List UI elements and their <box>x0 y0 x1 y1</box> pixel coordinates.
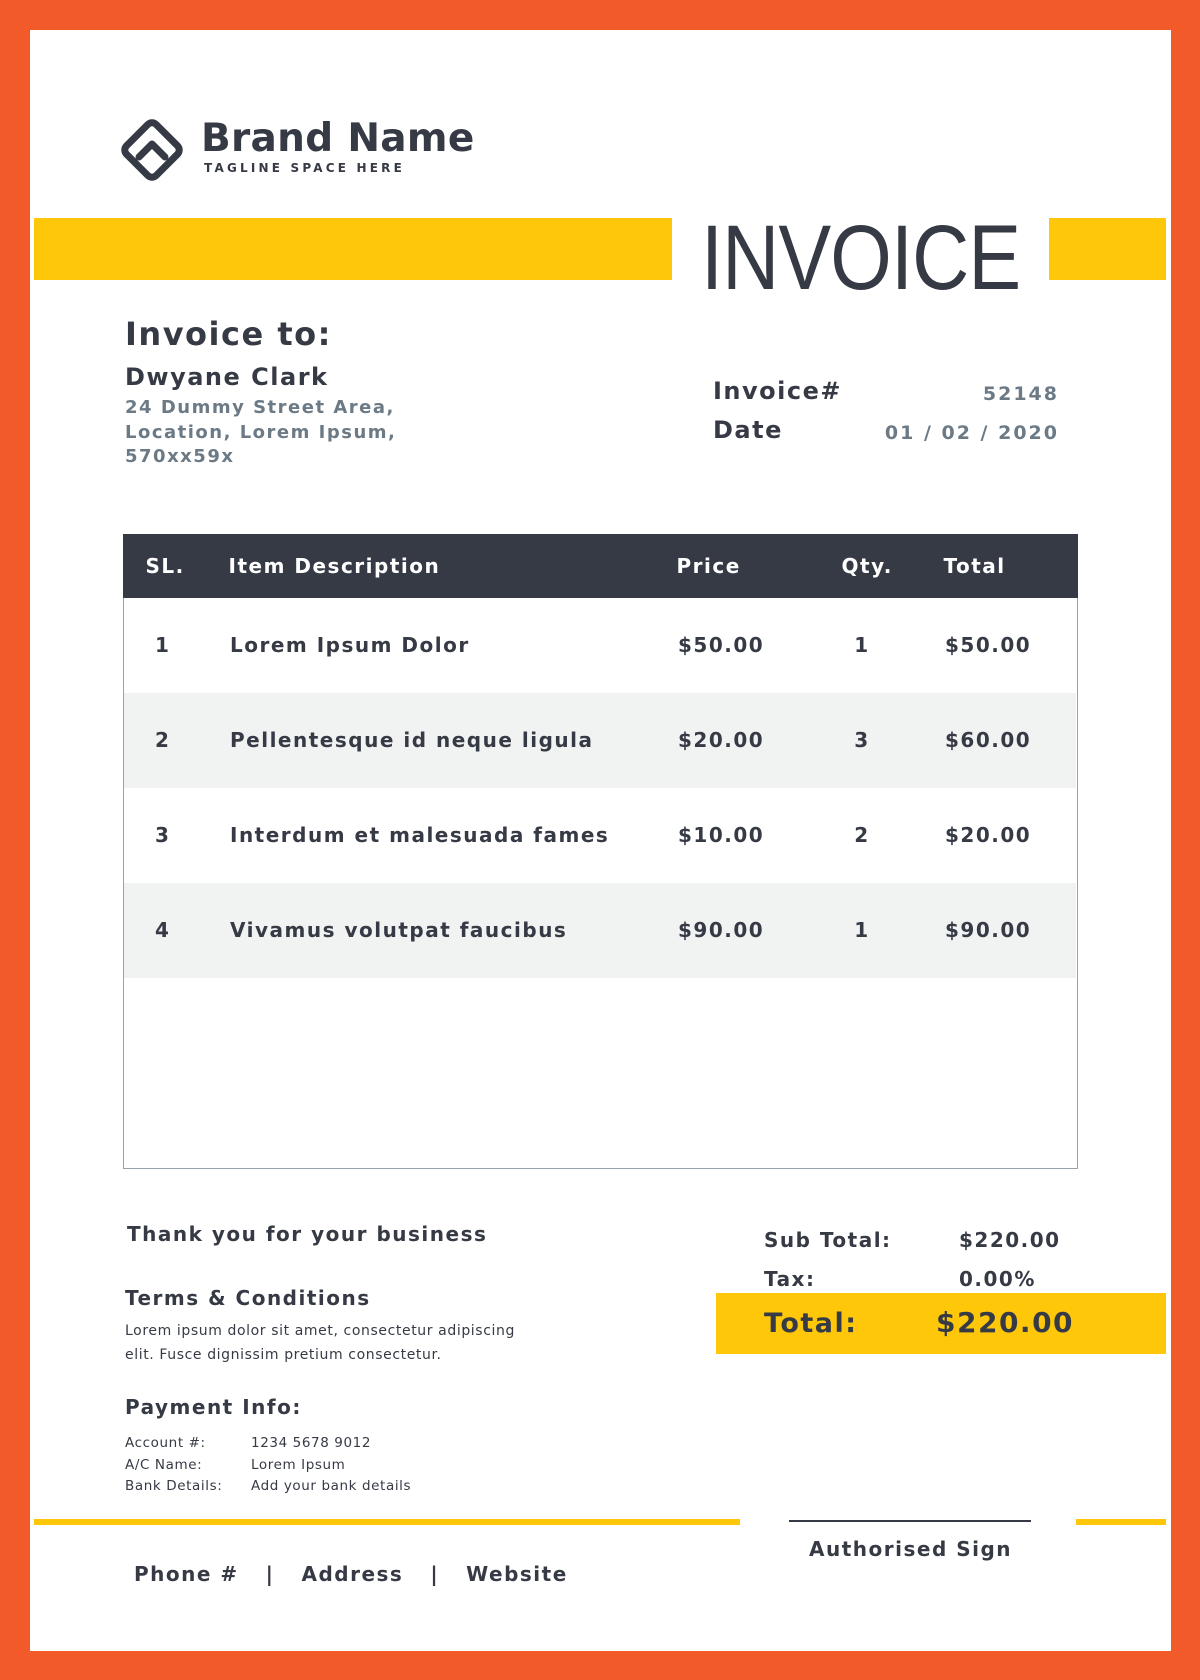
tax-value: 0.00% <box>959 1267 1036 1291</box>
subtotal-value: $220.00 <box>959 1228 1061 1252</box>
footer-website: Website <box>466 1562 568 1586</box>
client-name: Dwyane Clark <box>125 363 329 391</box>
cell-description: Vivamus volutpat faucibus <box>230 917 568 942</box>
table-row <box>124 883 1076 978</box>
column-header-qty: Qty. <box>841 553 893 578</box>
footer-address: Address <box>301 1562 404 1586</box>
footer-contacts <box>134 1562 568 1586</box>
column-header-total: Total <box>943 553 1006 578</box>
cell-qty: 1 <box>854 917 870 942</box>
invoice-number-label: Invoice# <box>713 377 842 405</box>
cell-qty: 2 <box>854 822 870 847</box>
terms-line: elit. Fusce dignissim pretium consectetur. <box>125 1346 442 1363</box>
footer-phone: Phone # <box>134 1562 239 1586</box>
column-header-description: Item Description <box>228 553 441 578</box>
brand-logo-icon <box>116 114 188 186</box>
signature-label: Authorised Sign <box>809 1537 1013 1561</box>
payment-value: 1234 5678 9012 <box>251 1435 372 1451</box>
cell-sl: 1 <box>155 632 171 657</box>
table-header <box>123 534 1078 598</box>
date-value: 01 / 02 / 2020 <box>884 422 1059 444</box>
total-value: $220.00 <box>936 1306 1075 1339</box>
cell-description: Interdum et malesuada fames <box>230 822 610 847</box>
cell-price: $90.00 <box>678 917 765 942</box>
cell-price: $50.00 <box>678 632 765 657</box>
footer-accent-line-right <box>1076 1519 1166 1525</box>
brand-name: Brand Name <box>201 116 475 161</box>
brand-tagline: TAGLINE SPACE HERE <box>204 161 406 175</box>
payment-info-title: Payment Info: <box>125 1395 302 1419</box>
tax-label: Tax: <box>764 1267 816 1291</box>
cell-total: $90.00 <box>945 917 1032 942</box>
payment-value: Lorem Ipsum <box>251 1456 346 1473</box>
invoice-sheet <box>30 30 1171 1651</box>
terms-text <box>125 1320 515 1367</box>
payment-key: Account #: <box>125 1435 206 1451</box>
cell-total: $50.00 <box>945 632 1032 657</box>
payment-value: Add your bank details <box>251 1478 412 1494</box>
table-row <box>124 693 1076 788</box>
cell-description: Pellentesque id neque ligula <box>230 727 594 752</box>
cell-qty: 1 <box>854 632 870 657</box>
client-address-line: 24 Dummy Street Area, <box>125 397 395 418</box>
signature-line <box>789 1520 1031 1522</box>
invoice-to-label: Invoice to: <box>125 315 332 353</box>
client-address-line: Location, Lorem Ipsum, <box>125 421 397 443</box>
column-header-price: Price <box>676 553 741 578</box>
terms-line: Lorem ipsum dolor sit amet, consectetur adipiscing <box>125 1323 515 1339</box>
cell-price: $20.00 <box>678 727 765 752</box>
cell-total: $20.00 <box>945 822 1032 847</box>
footer-separator: | <box>430 1562 440 1586</box>
accent-bar-right <box>1049 218 1166 280</box>
invoice-number-value: 52148 <box>982 383 1059 405</box>
table-row <box>124 598 1076 693</box>
cell-sl: 2 <box>155 727 171 752</box>
table-row <box>124 788 1076 883</box>
subtotal-label: Sub Total: <box>764 1228 892 1252</box>
column-header-sl: SL. <box>145 553 185 578</box>
items-table <box>123 534 1078 1169</box>
cell-sl: 4 <box>155 917 171 942</box>
cell-total: $60.00 <box>945 727 1032 752</box>
payment-key: Bank Details: <box>125 1478 223 1494</box>
terms-title: Terms & Conditions <box>125 1286 371 1310</box>
accent-bar-left <box>34 218 672 280</box>
cell-sl: 3 <box>155 822 171 847</box>
thank-you-note: Thank you for your business <box>127 1222 488 1246</box>
client-address <box>125 396 396 470</box>
footer-separator: | <box>265 1562 275 1586</box>
client-address-line: 570xx59x <box>125 446 235 467</box>
payment-key: A/C Name: <box>125 1456 203 1473</box>
date-label: Date <box>713 416 783 444</box>
total-label: Total: <box>764 1308 858 1339</box>
cell-qty: 3 <box>854 727 870 752</box>
footer-accent-line-left <box>34 1519 740 1525</box>
cell-description: Lorem Ipsum Dolor <box>230 632 470 657</box>
invoice-title: INVOICE <box>701 207 1021 309</box>
cell-price: $10.00 <box>678 822 765 847</box>
